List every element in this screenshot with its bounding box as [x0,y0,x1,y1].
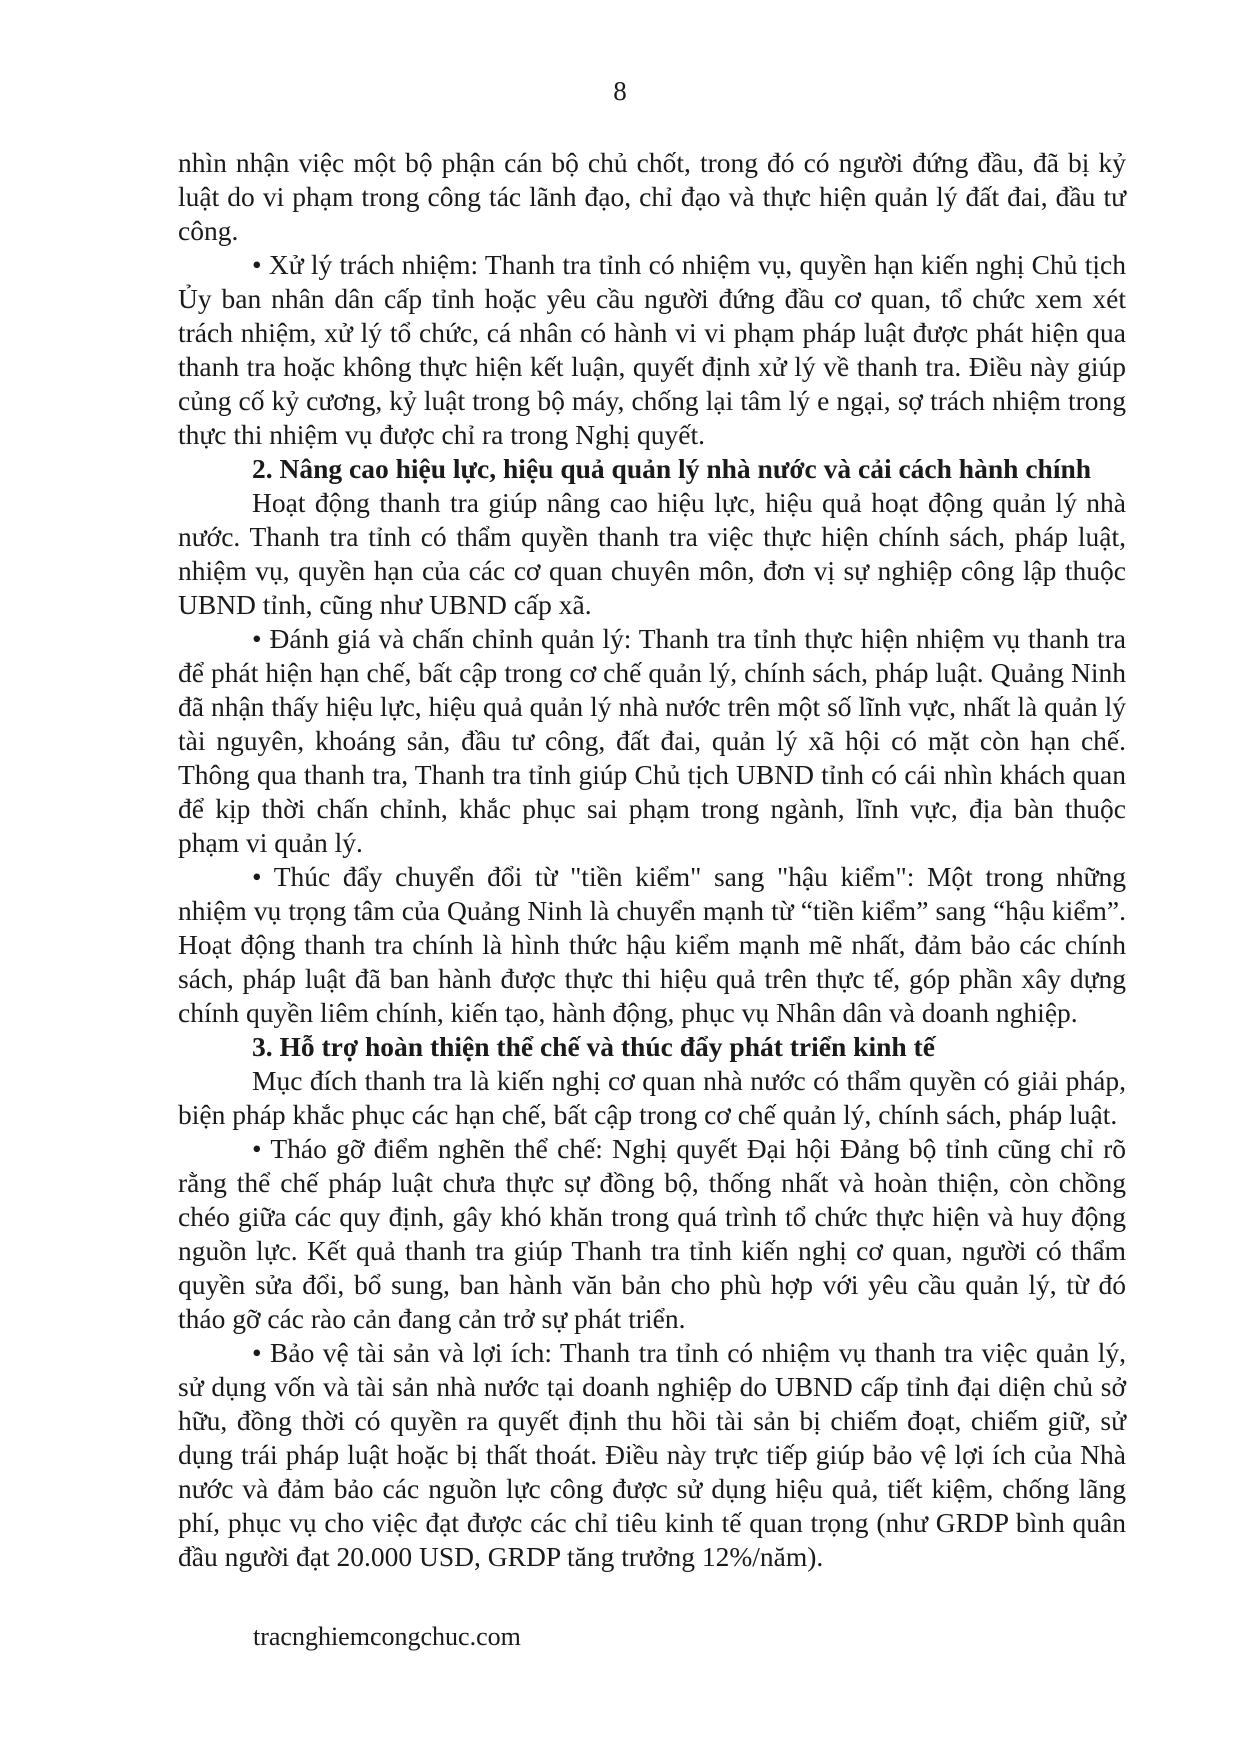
section-heading-3: 3. Hỗ trợ hoàn thiện thể chế và thúc đẩy phát triển kinh tế [252,1031,935,1062]
page-number: 8 [613,76,627,106]
document-body [178,146,1126,1574]
paragraph-bao-ve-tai-san: • Bảo vệ tài sản và lợi ích: Thanh tra tỉnh có nhiệm vụ thanh tra việc quản lý, sử dụng vốn và tài sản nhà nước tại doanh nghiệp do UBND cấp tỉnh đại diện chủ sở hữu, đồng thời có quyền ra quyết định thu hồi tài sản bị chiếm đoạt, chiếm giữ, sử dụng trái pháp luật hoặc bị thất thoát. Điều này trực tiếp giúp bảo vệ lợi ích của Nhà nước và đảm bảo các nguồn lực công được sử dụng hiệu quả, tiết kiệm, chống lãng phí, phục vụ cho việc đạt được các chỉ tiêu kinh tế quan trọng (như GRDP bình quân đầu người đạt 20.000 USD, GRDP tăng trưởng 12%/năm). [178,1337,1126,1572]
paragraph-tien-kiem-hau-kiem: • Thúc đẩy chuyển đổi từ "tiền kiểm" sang "hậu kiểm": Một trong những nhiệm vụ trọng tâm của Quảng Ninh là chuyển mạnh từ “tiền kiểm” sang “hậu kiểm”. Hoạt động thanh tra chính là hình thức hậu kiểm mạnh mẽ nhất, đảm bảo các chính sách, pháp luật đã ban hành được thực thi hiệu quả trên thực tế, góp phần xây dựng chính quyền liêm chính, kiến tạo, hành động, phục vụ Nhân dân và doanh nghiệp. [178,861,1126,1028]
paragraph-muc-dich-thanh-tra: Mục đích thanh tra là kiến nghị cơ quan nhà nước có thẩm quyền có giải pháp, biện pháp khắc phục các hạn chế, bất cập trong cơ chế quản lý, chính sách, pháp luật. [178,1065,1126,1130]
section-heading-2: 2. Nâng cao hiệu lực, hiệu quả quản lý nhà nước và cải cách hành chính [252,453,1092,484]
paragraph-danh-gia-chan-chinh: • Đánh giá và chấn chỉnh quản lý: Thanh tra tỉnh thực hiện nhiệm vụ thanh tra để phát hiện hạn chế, bất cập trong cơ chế quản lý, chính sách, pháp luật. Quảng Ninh đã nhận thấy hiệu lực, hiệu quả quản lý nhà nước trên một số lĩnh vực, nhất là quản lý tài nguyên, khoáng sản, đầu tư công, đất đai, quản lý xã hội có mặt còn hạn chế. Thông qua thanh tra, Thanh tra tỉnh giúp Chủ tịch UBND tỉnh có cái nhìn khách quan để kịp thời chấn chỉnh, khắc phục sai phạm trong ngành, lĩnh vực, địa bàn thuộc phạm vi quản lý. [178,623,1126,858]
paragraph-thao-go-diem-nghen: • Tháo gỡ điểm nghẽn thể chế: Nghị quyết Đại hội Đảng bộ tỉnh cũng chỉ rõ rằng thể chế pháp luật chưa thực sự đồng bộ, thống nhất và hoàn thiện, còn chồng chéo giữa các quy định, gây khó khăn trong quá trình tổ chức thực hiện và huy động nguồn lực. Kết quả thanh tra giúp Thanh tra tỉnh kiến nghị cơ quan, người có thẩm quyền sửa đổi, bổ sung, ban hành văn bản cho phù hợp với yêu cầu quản lý, từ đó tháo gỡ các rào cản đang cản trở sự phát triển. [178,1133,1126,1334]
paragraph-continuation: nhìn nhận việc một bộ phận cán bộ chủ chốt, trong đó có người đứng đầu, đã bị kỷ luật do vi phạm trong công tác lãnh đạo, chỉ đạo và thực hiện quản lý đất đai, đầu tư công. [178,147,1126,246]
paragraph-hoat-dong-thanh-tra: Hoạt động thanh tra giúp nâng cao hiệu lực, hiệu quả hoạt động quản lý nhà nước. Thanh tra tỉnh có thẩm quyền thanh tra việc thực hiện chính sách, pháp luật, nhiệm vụ, quyền hạn của các cơ quan chuyên môn, đơn vị sự nghiệp công lập thuộc UBND tỉnh, cũng như UBND cấp xã. [178,487,1126,620]
footer-website: tracnghiemcongchuc.com [253,1622,521,1651]
paragraph-xu-ly-trach-nhiem: • Xử lý trách nhiệm: Thanh tra tỉnh có nhiệm vụ, quyền hạn kiến nghị Chủ tịch Ủy ban nhân dân cấp tỉnh hoặc yêu cầu người đứng đầu cơ quan, tổ chức xem xét trách nhiệm, xử lý tổ chức, cá nhân có hành vi vi phạm pháp luật được phát hiện qua thanh tra hoặc không thực hiện kết luận, quyết định xử lý về thanh tra. Điều này giúp củng cố kỷ cương, kỷ luật trong bộ máy, chống lại tâm lý e ngại, sợ trách nhiệm trong thực thi nhiệm vụ được chỉ ra trong Nghị quyết. [178,249,1126,450]
